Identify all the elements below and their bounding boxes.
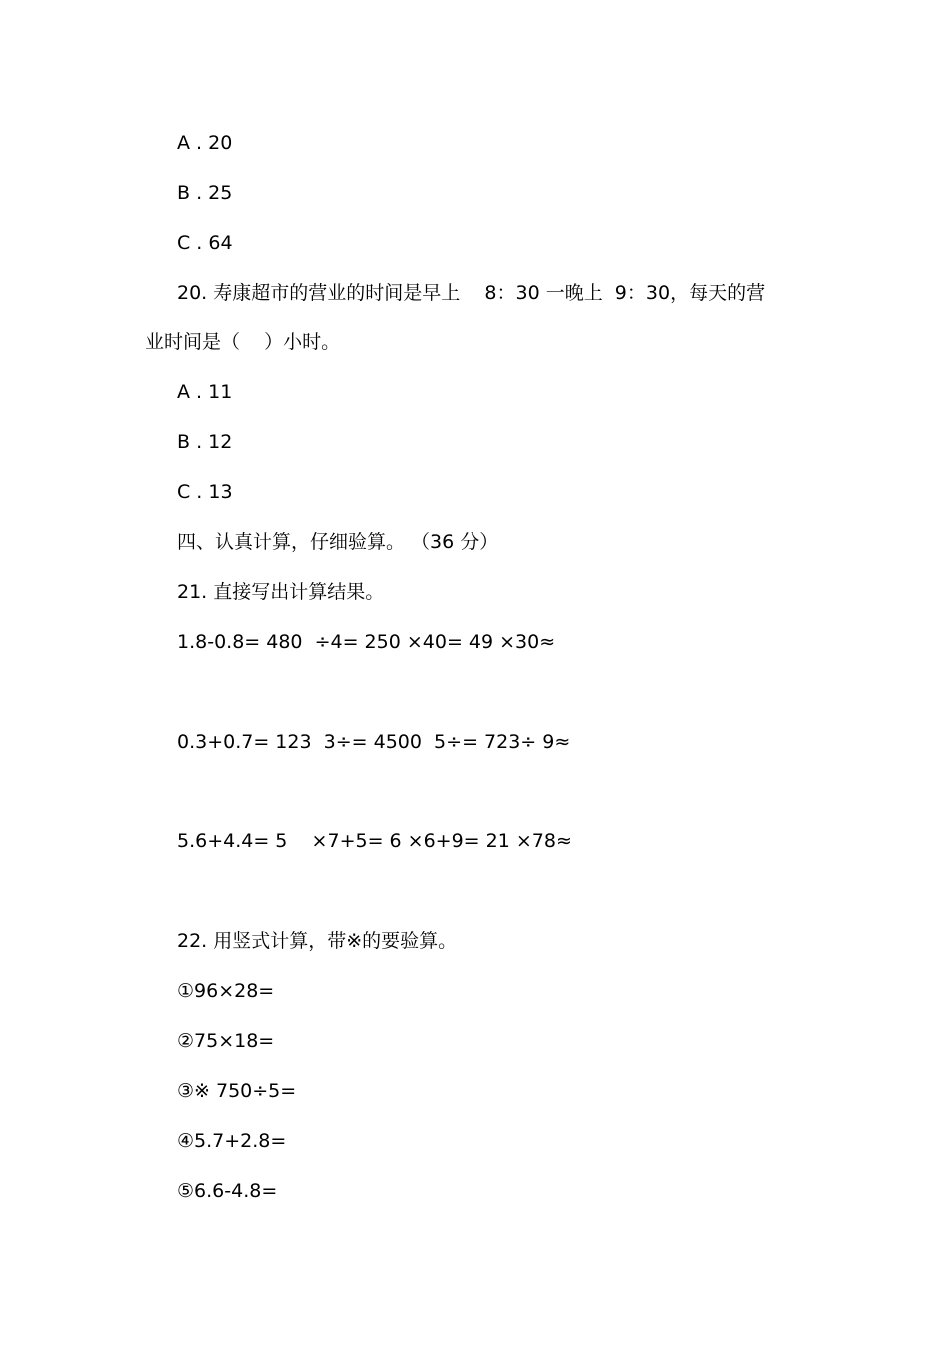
question-20-text-line1: 20. 寿康超市的营业的时间是早上 8：30 一晚上 9：30，每天的营 xyxy=(177,282,766,304)
calc-row: 1.8-0.8= 480 ÷4= 250 ×40= 49 ×30≈ xyxy=(177,631,556,653)
calc-item: ③※ 750÷5= xyxy=(177,1080,297,1102)
calc-item: ⑤6.6-4.8= xyxy=(177,1180,278,1202)
calc-item: ②75×18= xyxy=(177,1030,275,1052)
calc-row: 5.6+4.4= 5 ×7+5= 6 ×6+9= 21 ×78≈ xyxy=(177,830,572,852)
option-a: A . 20 xyxy=(177,132,233,154)
option-b: B . 25 xyxy=(177,182,233,204)
section-heading: 四、认真计算，仔细验算。 （36 分） xyxy=(177,531,499,553)
calc-item: ①96×28= xyxy=(177,980,275,1002)
option-c: C . 64 xyxy=(177,232,233,254)
calc-item: ④5.7+2.8= xyxy=(177,1130,287,1152)
option-b: B . 12 xyxy=(177,431,233,453)
option-c: C . 13 xyxy=(177,481,233,503)
question-20-text-line2: 业时间是（ ）小时。 xyxy=(145,331,341,353)
question-22-title: 22. 用竖式计算，带※的要验算。 xyxy=(177,930,458,952)
question-21-title: 21. 直接写出计算结果。 xyxy=(177,581,385,603)
calc-row: 0.3+0.7= 123 3÷= 4500 5÷= 723÷ 9≈ xyxy=(177,731,571,753)
option-a: A . 11 xyxy=(177,381,233,403)
